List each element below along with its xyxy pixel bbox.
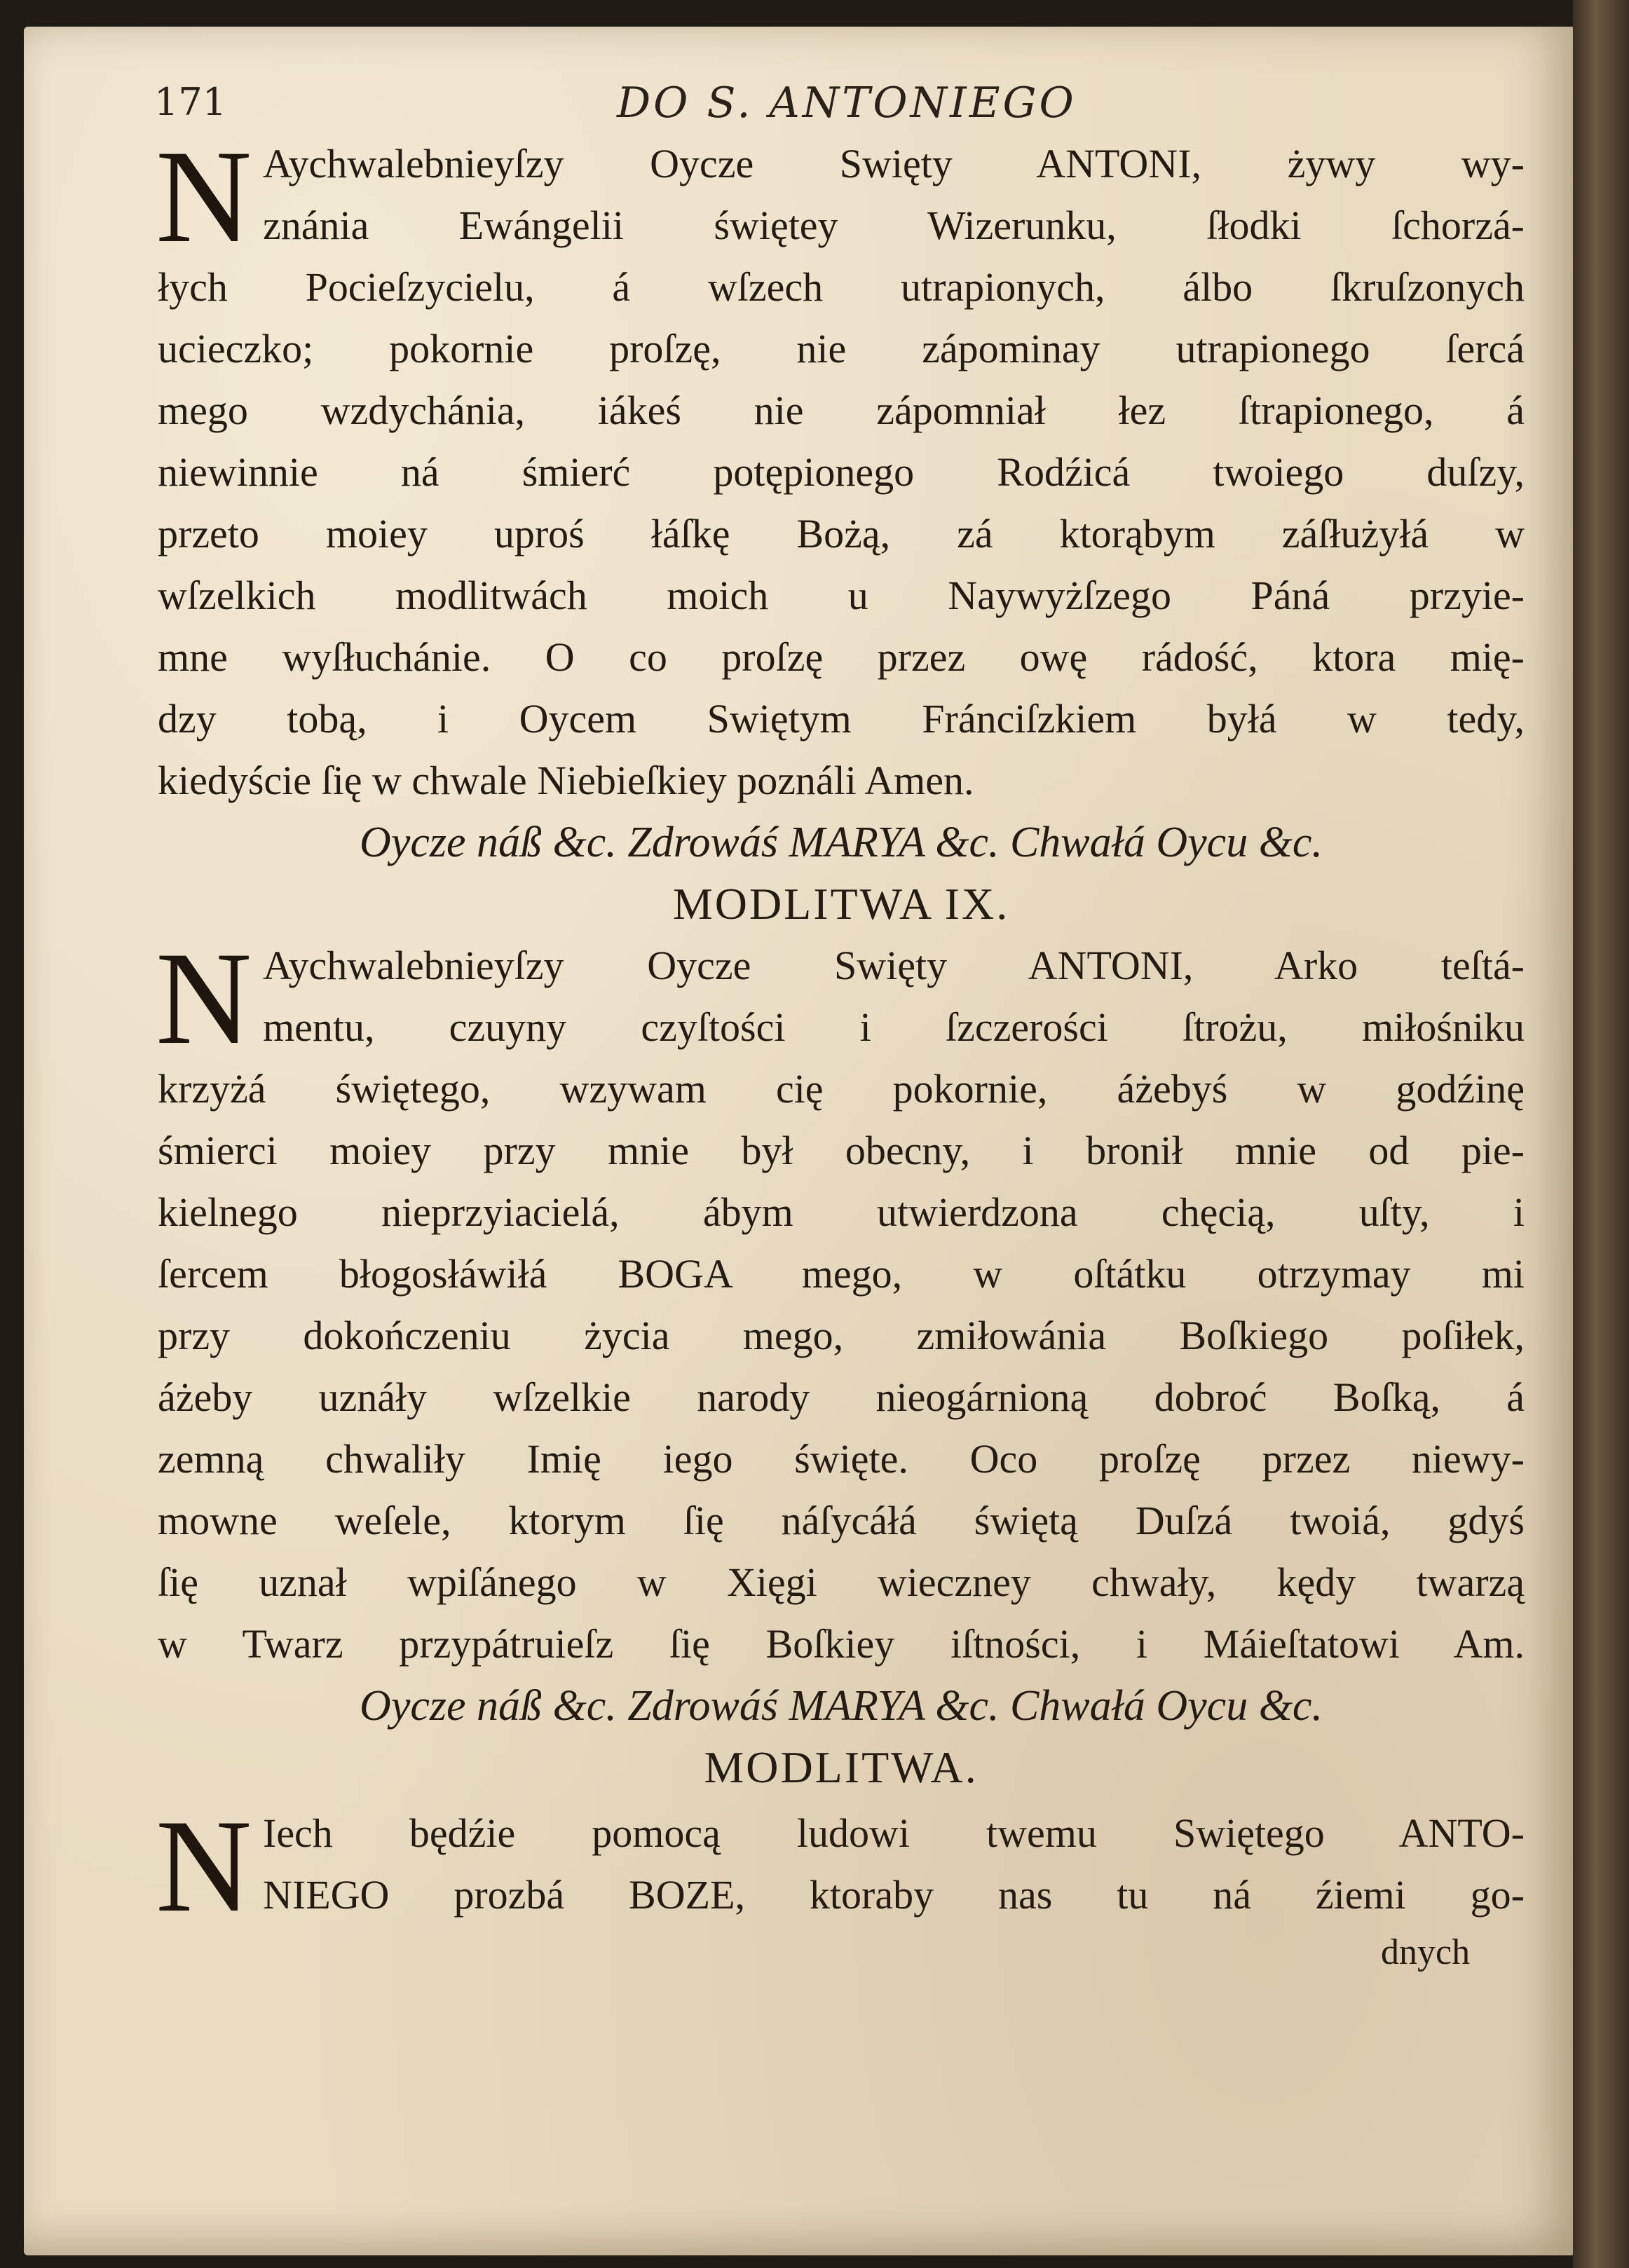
prayer-formula: Oycze náß &c. Zdrowáś MARYA &c. Chwałá Oycu &c. [360,1682,1323,1730]
prayer-9-body [156,925,1525,1798]
text-line: ſercem błogosłáwiłá BOGA mego, w oſtátku otrzymay mi [158,1251,1525,1297]
text-line: dzy tobą, i Oycem Swiętym Fránciſzkiem byłá w tedy, [158,696,1525,742]
text-line: ucieczko; pokornie proſzę, nie zápominay utrapionego ſercá [158,326,1525,371]
prayer-8-body [156,123,1525,935]
text-line: Aychwalebnieyſzy Oycze Swięty ANTONI, Arko teſtá- [263,943,1525,988]
catchword: dnych [1381,1932,1471,1972]
text-line: mne wyſłuchánie. O co proſzę przez owę rádość, ktora mię- [158,634,1525,680]
text-line: w Twarz przypátruieſz ſię Boſkiey iſtności, i Máieſtatowi Am. [158,1621,1525,1667]
text-line: wſzelkich modlitwách moich u Naywyżſzego Páná przyie- [158,573,1525,618]
dropcap-prayer-10: N [156,1793,252,1940]
text-line: mowne weſele, ktorym ſię náſycáłá świętą Duſzá twoiá, gdyś [158,1498,1525,1543]
text-line: zemną chwaliły Imię iego święte. Oco proſzę przez niewy- [158,1436,1525,1482]
text-line: mego wzdychánia, iákeś nie zápomniał łez ſtrapionego, á [158,388,1525,433]
text-line: Aychwalebnieyſzy Oycze Swięty ANTONI, żywy wy- [263,141,1525,186]
text-line: znánia Ewángelii świętey Wizerunku, ſłodki ſchorzá- [263,203,1525,248]
text-line: łych Pocieſzycielu, á wſzech utrapionych, álbo ſkruſzonych [158,264,1525,310]
text-line: przy dokończeniu życia mego, zmiłowánia Boſkiego poſiłek, [158,1313,1525,1358]
prayer-10-body [156,1793,1525,1940]
prayer-9-heading: MODLITWA IX. [672,879,1010,929]
dropcap-prayer-8: N [156,123,252,271]
book-gutter-edge [1573,0,1629,2268]
text-line: krzyżá świętego, wzywam cię pokornie, áżebyś w godźinę [158,1066,1525,1112]
dropcap-prayer-9: N [156,925,252,1072]
text-line: kielnego nieprzyiacielá, ábym utwierdzona chęcią, uſty, i [158,1189,1525,1235]
text-line: przeto moiey uproś łáſkę Bożą, zá ktorąbym záſłużyłá w [158,511,1525,556]
page-number: 171 [154,80,227,124]
running-head: DO S. ANTONIEGO [617,78,1077,128]
prayer-10-heading: MODLITWA. [704,1742,979,1792]
text-line: mentu, czuyny czyſtości i ſzczerości ſtrożu, miłośniku [263,1004,1525,1050]
text-line: NIEGO prozbá BOZE, ktoraby nas tu ná źiemi go- [263,1872,1525,1918]
text-line: ſię uznał wpiſánego w Xięgi wieczney chwały, kędy twarzą [158,1559,1525,1605]
text-line: kiedyście ſię w chwale Niebieſkiey poználi Amen. [158,758,974,803]
text-line: Iech będźie pomocą ludowi twemu Swiętego ANTO- [263,1810,1525,1856]
text-line: niewinnie ná śmierć potępionego Rodźicá twoiego duſzy, [158,449,1525,495]
prayer-formula: Oycze náß &c. Zdrowáś MARYA &c. Chwałá Oycu &c. [360,819,1323,866]
text-line: áżeby uznáły wſzelkie narody nieogárnioną dobroć Boſką, á [158,1374,1525,1420]
text-line: śmierci moiey przy mnie był obecny, i bronił mnie od pie- [158,1128,1525,1173]
page-header [154,70,1521,133]
